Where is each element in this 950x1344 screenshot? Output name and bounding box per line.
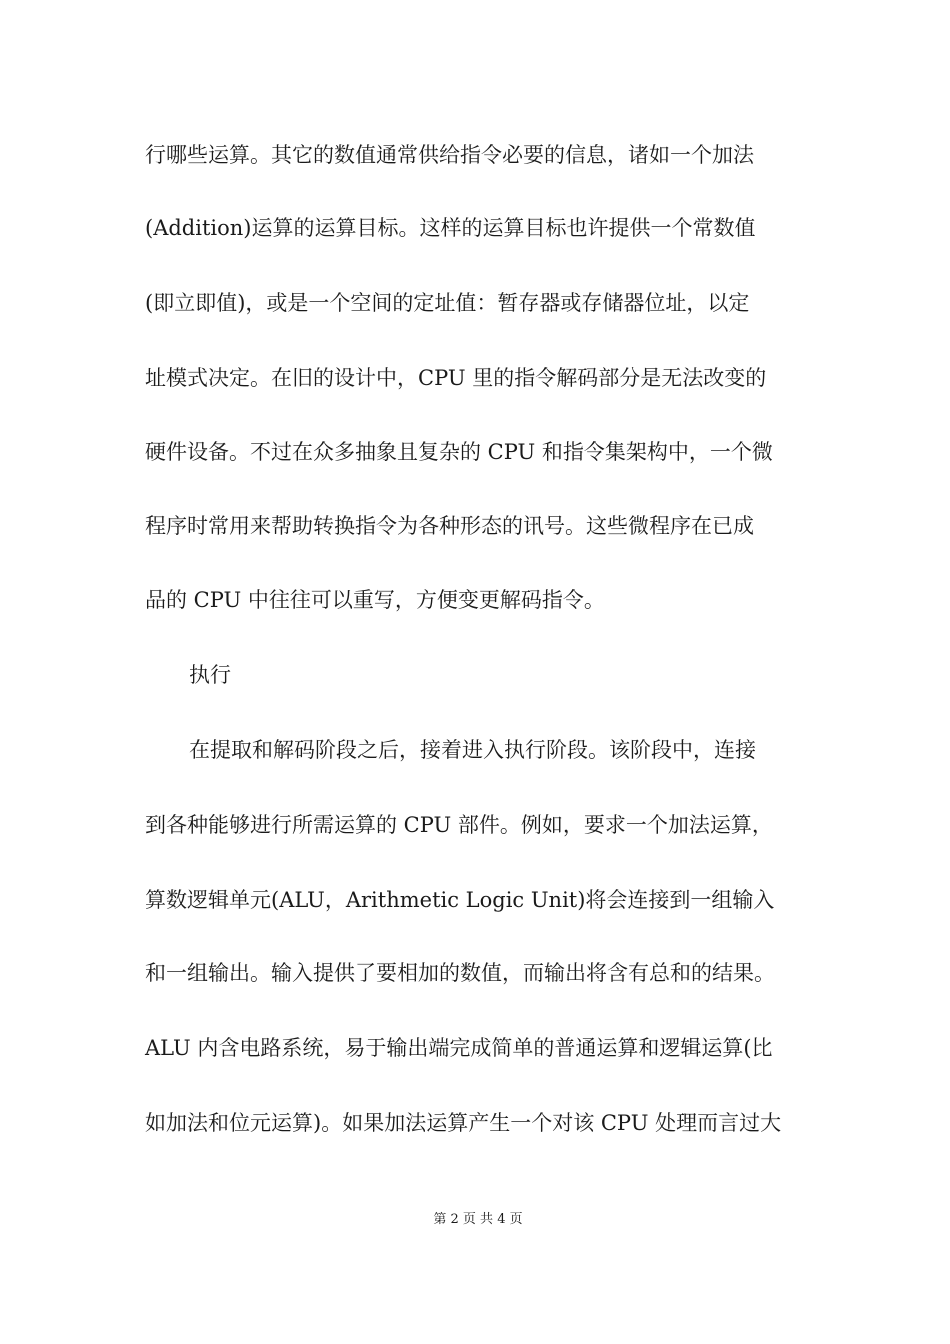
body-text-line: 和一组输出。输入提供了要相加的数值，而输出将含有总和的结果。	[145, 961, 775, 985]
body-text-line: 程序时常用来帮助转换指令为各种形态的讯号。这些微程序在已成	[145, 514, 754, 538]
body-text-line: 如加法和位元运算)。如果加法运算产生一个对该 CPU 处理而言过大	[145, 1111, 782, 1135]
body-text-line: ALU 内含电路系统，易于输出端完成简单的普通运算和逻辑运算(比	[145, 1036, 773, 1060]
paragraph-first-line: 在提取和解码阶段之后，接着进入执行阶段。该阶段中，连接	[189, 738, 756, 762]
section-heading: 执行	[189, 663, 231, 687]
body-text-line: (Addition)运算的运算目标。这样的运算目标也许提供一个常数值	[145, 216, 756, 240]
body-text-line: 行哪些运算。其它的数值通常供给指令必要的信息，诸如一个加法	[145, 143, 754, 167]
body-text-line: 硬件设备。不过在众多抽象且复杂的 CPU 和指令集架构中，一个微	[145, 440, 773, 464]
body-text-line: 算数逻辑单元(ALU，Arithmetic Logic Unit)将会连接到一组输入	[145, 888, 775, 912]
body-text-line: 品的 CPU 中往往可以重写，方便变更解码指令。	[145, 588, 605, 612]
page-number-footer: 第 2 页 共 4 页	[433, 1212, 523, 1227]
body-text-line: (即立即值)，或是一个空间的定址值：暂存器或存储器位址，以定	[145, 291, 750, 315]
body-text-line: 址模式决定。在旧的设计中，CPU 里的指令解码部分是无法改变的	[145, 366, 767, 390]
body-text-line: 到各种能够进行所需运算的 CPU 部件。例如，要求一个加法运算，	[145, 813, 773, 837]
